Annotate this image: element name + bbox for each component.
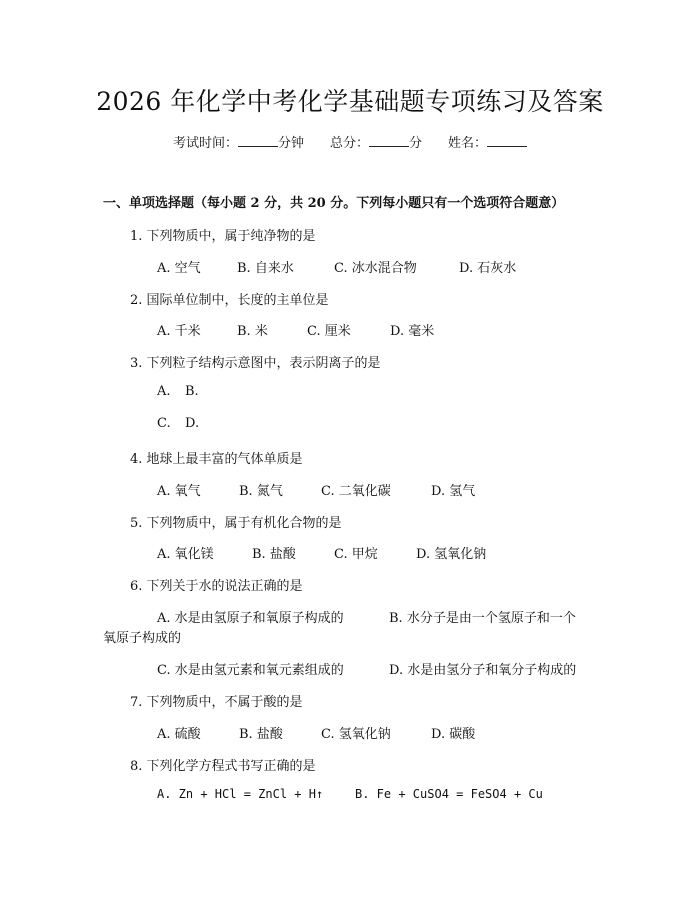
option: A. Zn + HCl = ZnCl + H↑ — [157, 787, 324, 801]
option-row — [157, 257, 516, 276]
score-blank — [369, 134, 409, 147]
question-stem: 3. 下列粒子结构示意图中，表示阴离子的是 — [130, 356, 381, 371]
score-unit: 分 — [409, 136, 423, 151]
option: A. 氧气 — [157, 484, 201, 499]
option: A. — [157, 384, 171, 399]
exam-meta — [0, 132, 700, 151]
option: D. 氢气 — [431, 484, 476, 499]
option: C. 厘米 — [307, 324, 351, 339]
option: C. 氢氧化钠 — [321, 727, 391, 742]
question-stem: 6. 下列关于水的说法正确的是 — [130, 579, 303, 594]
option: A. 千米 — [157, 324, 201, 339]
option: D. 氢氧化钠 — [416, 547, 487, 562]
score-label: 总分： — [329, 136, 369, 151]
option-continuation: 氧原子构成的 — [103, 631, 182, 646]
option: B. 盐酸 — [252, 547, 296, 562]
option: B. Fe + CuSO4 = FeSO4 + Cu — [355, 787, 543, 801]
option-row — [157, 607, 576, 626]
option: C. — [157, 416, 171, 431]
option: C. 冰水混合物 — [334, 261, 417, 276]
option: C. 水是由氢元素和氧元素组成的 — [157, 663, 344, 678]
option-row — [157, 384, 199, 399]
option: A. 硫酸 — [157, 727, 201, 742]
page-title: 2026 年化学中考化学基础题专项练习及答案 — [96, 87, 604, 116]
option: B. 氮气 — [239, 484, 283, 499]
option-row — [157, 320, 434, 339]
option-row — [157, 659, 576, 678]
name-label: 姓名： — [448, 136, 488, 151]
option-row — [157, 480, 475, 499]
option: D. 石灰水 — [459, 261, 517, 276]
option: B. 自来水 — [237, 261, 294, 276]
option: D. 碳酸 — [431, 727, 476, 742]
option: A. 空气 — [157, 261, 201, 276]
time-unit: 分钟 — [277, 136, 304, 151]
question-stem: 2. 国际单位制中，长度的主单位是 — [130, 293, 329, 308]
question-stem: 4. 地球上最丰富的气体单质是 — [130, 452, 303, 467]
option: B. — [185, 384, 199, 399]
name-blank — [487, 134, 527, 147]
option: D. — [185, 416, 200, 431]
option: A. 氧化镁 — [157, 547, 214, 562]
time-blank — [238, 134, 278, 147]
option-row — [157, 543, 486, 562]
question-stem: 7. 下列物质中，不属于酸的是 — [130, 695, 303, 710]
option: B. 盐酸 — [239, 727, 283, 742]
section-heading: 一、单项选择题（每小题 2 分，共 20 分。下列每小题只有一个选项符合题意） — [103, 196, 565, 211]
option-row — [157, 723, 475, 742]
option-row — [157, 787, 543, 801]
question-stem: 1. 下列物质中，属于纯净物的是 — [130, 229, 316, 244]
option-row — [157, 416, 199, 431]
time-label: 考试时间： — [172, 136, 238, 151]
option: C. 甲烷 — [334, 547, 378, 562]
option: D. 毫米 — [390, 324, 435, 339]
option: B. 水分子是由一个氢原子和一个 — [389, 611, 576, 626]
question-stem: 8. 下列化学方程式书写正确的是 — [130, 759, 316, 774]
option: A. 水是由氢原子和氧原子构成的 — [157, 611, 344, 626]
question-stem: 5. 下列物质中，属于有机化合物的是 — [130, 516, 342, 531]
option: D. 水是由氢分子和氧分子构成的 — [389, 663, 577, 678]
option: C. 二氧化碳 — [321, 484, 391, 499]
option: B. 米 — [237, 324, 268, 339]
